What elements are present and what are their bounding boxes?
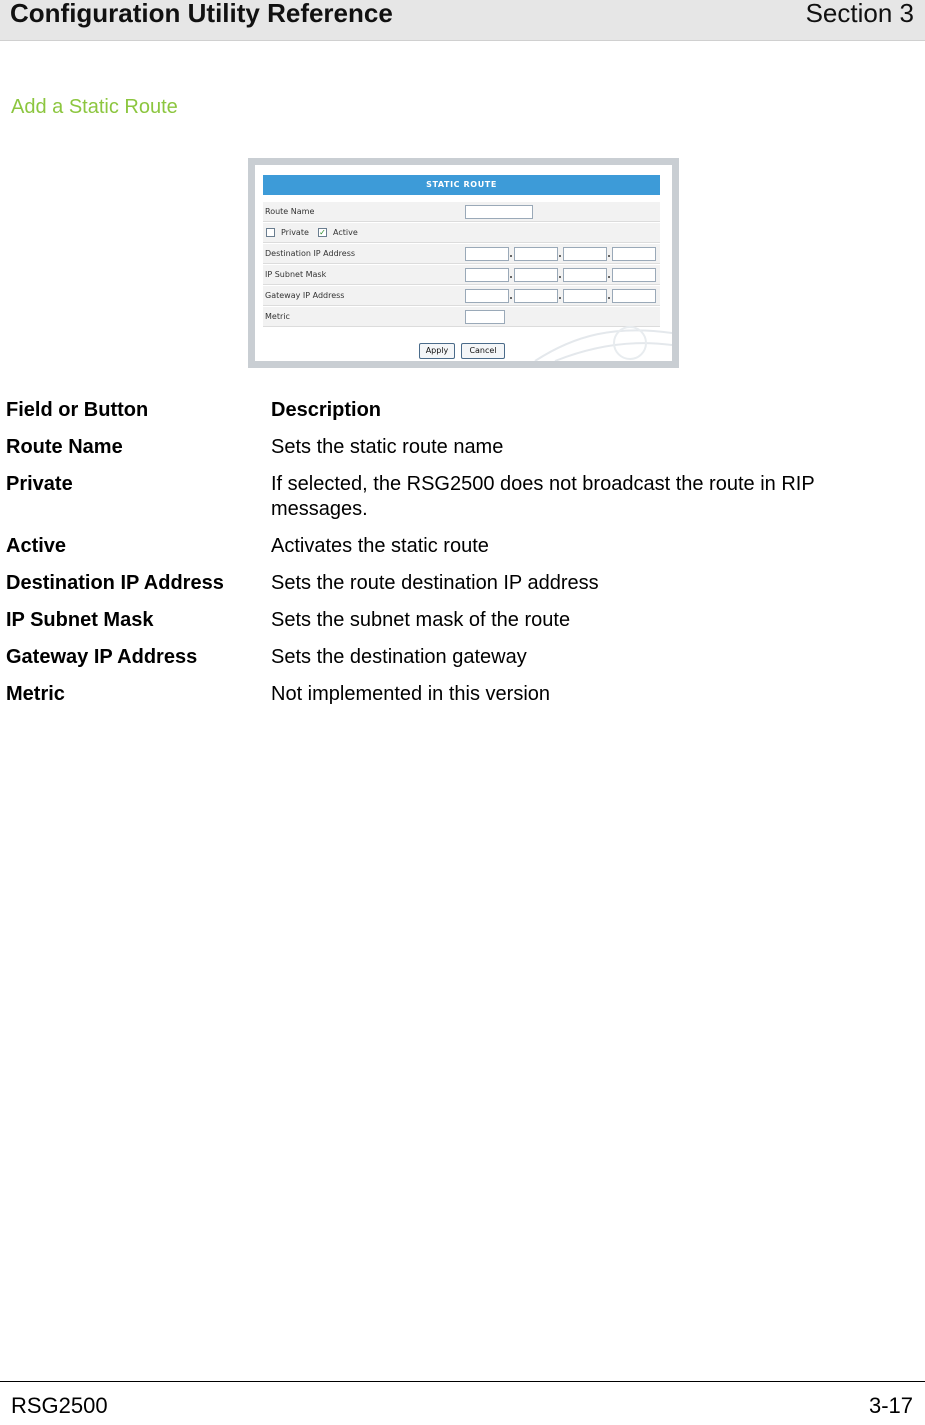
subnet-octet-4[interactable] <box>612 268 656 282</box>
static-route-panel <box>255 165 672 361</box>
destination-octet-1[interactable] <box>465 247 509 261</box>
subnet-octet-1[interactable] <box>465 268 509 282</box>
field-description: If selected, the RSG2500 does not broadcast the route in RIP messages. <box>271 473 815 520</box>
page-header <box>0 0 925 41</box>
static-route-title: STATIC ROUTE <box>263 175 660 195</box>
footer-page-number: 3-17 <box>868 1393 913 1418</box>
private-label: Private <box>281 228 309 237</box>
field-name: Private <box>6 473 73 495</box>
octet-separator <box>559 255 561 257</box>
footer-product: RSG2500 <box>11 1393 108 1418</box>
field-description: Sets the destination gateway <box>271 646 527 668</box>
footer-divider <box>0 1381 925 1382</box>
octet-separator <box>510 255 512 257</box>
route-name-label: Route Name <box>265 207 315 216</box>
private-checkbox[interactable] <box>266 228 275 237</box>
field-name: Metric <box>6 683 65 705</box>
subnet-label: IP Subnet Mask <box>265 270 327 279</box>
table-row <box>6 608 906 645</box>
octet-separator <box>559 297 561 299</box>
field-name: Route Name <box>6 436 123 458</box>
table-row <box>6 435 906 472</box>
field-description: Sets the subnet mask of the route <box>271 609 571 631</box>
field-description: Sets the static route name <box>271 436 504 458</box>
gateway-octet-3[interactable] <box>563 289 607 303</box>
table-row <box>6 571 906 608</box>
destination-row <box>263 244 660 264</box>
octet-separator <box>559 276 561 278</box>
destination-octet-3[interactable] <box>563 247 607 261</box>
field-name: IP Subnet Mask <box>6 609 154 631</box>
field-description: Activates the static route <box>271 535 489 557</box>
route-name-row <box>263 202 660 222</box>
octet-separator <box>510 276 512 278</box>
apply-button[interactable]: Apply <box>419 343 455 359</box>
header-section: Section 3 <box>805 0 914 28</box>
table-header-row <box>6 398 906 435</box>
table-row <box>6 682 906 719</box>
header-title: Configuration Utility Reference <box>10 0 393 28</box>
gateway-row <box>263 286 660 306</box>
destination-octet-2[interactable] <box>514 247 558 261</box>
field-name: Active <box>6 535 67 557</box>
table-row <box>6 534 906 571</box>
active-checkbox[interactable]: ✓ <box>319 228 326 237</box>
subnet-octet-3[interactable] <box>563 268 607 282</box>
field-name: Destination IP Address <box>6 572 224 594</box>
octet-separator <box>608 276 610 278</box>
column-header-field: Field or Button <box>6 399 149 421</box>
field-name: Gateway IP Address <box>6 646 198 668</box>
gateway-label: Gateway IP Address <box>265 291 345 300</box>
route-name-input[interactable] <box>465 205 533 219</box>
subnet-row <box>263 265 660 285</box>
static-route-screenshot <box>248 158 679 368</box>
field-description-table <box>6 398 906 719</box>
table-row <box>6 645 906 682</box>
octet-separator <box>510 297 512 299</box>
metric-row <box>263 307 660 327</box>
private-active-row <box>263 223 660 243</box>
table-row <box>6 472 906 534</box>
metric-input[interactable] <box>465 310 505 324</box>
destination-octet-4[interactable] <box>612 247 656 261</box>
gateway-octet-2[interactable] <box>514 289 558 303</box>
subnet-octet-2[interactable] <box>514 268 558 282</box>
octet-separator <box>608 255 610 257</box>
section-heading: Add a Static Route <box>11 96 178 118</box>
column-header-description: Description <box>271 399 382 421</box>
metric-label: Metric <box>265 312 290 321</box>
octet-separator <box>608 297 610 299</box>
field-description: Not implemented in this version <box>271 683 551 705</box>
gateway-octet-1[interactable] <box>465 289 509 303</box>
active-label: Active <box>333 228 358 237</box>
cancel-button[interactable]: Cancel <box>461 343 505 359</box>
destination-label: Destination IP Address <box>265 249 356 258</box>
gateway-octet-4[interactable] <box>612 289 656 303</box>
field-description: Sets the route destination IP address <box>271 572 599 594</box>
